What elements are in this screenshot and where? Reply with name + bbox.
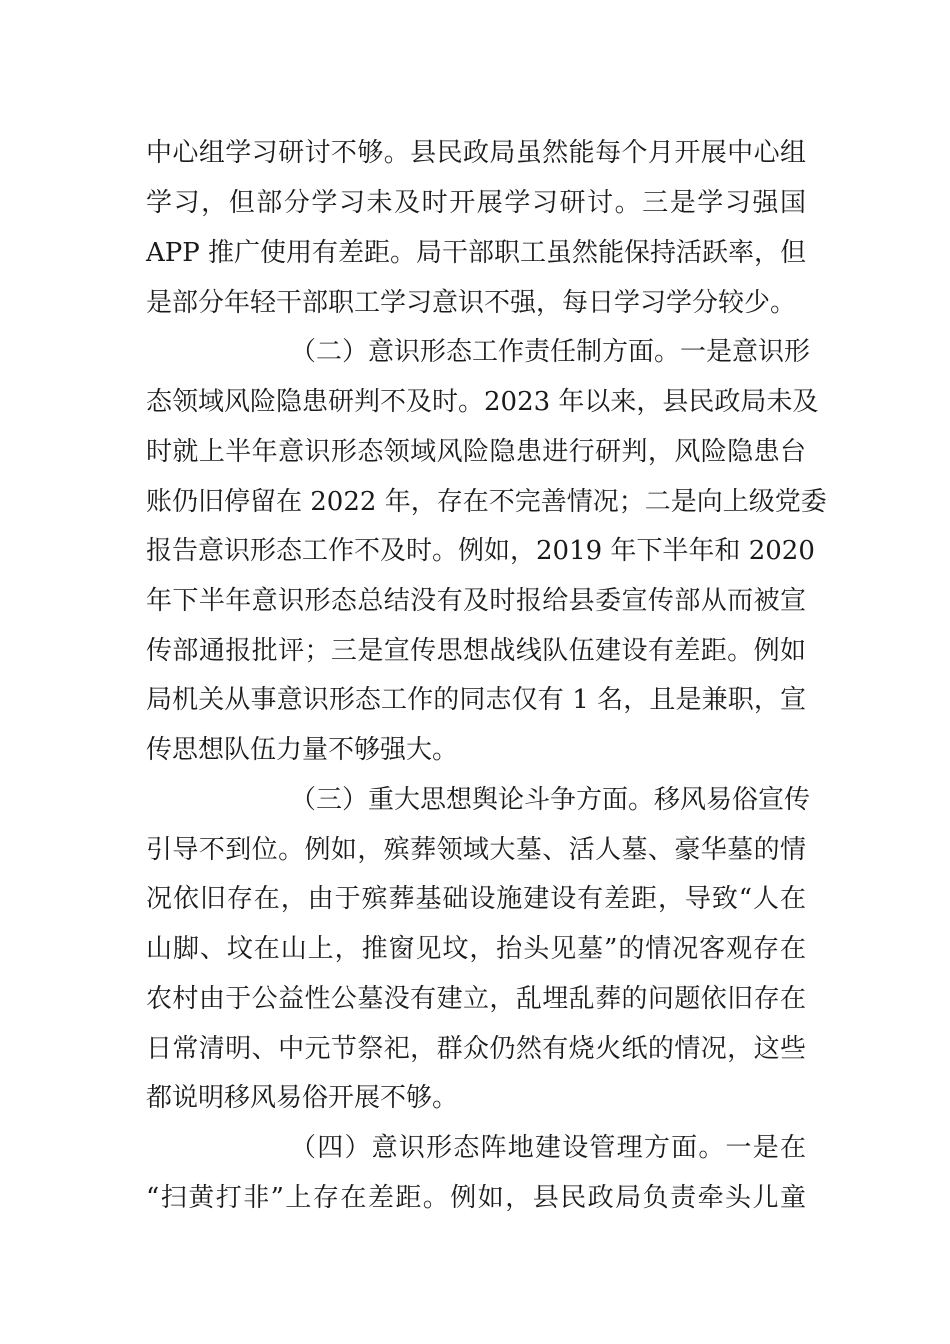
section-heading-line: （四）意识形态阵地建设管理方面。一是在 — [290, 1133, 806, 1163]
text-line: 中心组学习研讨不够。县民政局虽然能每个月开展中心组 — [146, 138, 806, 168]
text-line: 日常清明、中元节祭祀，群众仍然有烧火纸的情况，这些 — [146, 1034, 806, 1064]
text-line: 传部通报批评；三是宣传思想战线队伍建设有差距。例如 — [146, 636, 806, 666]
text-line: APP 推广使用有差距。局干部职工虽然能保持活跃率，但 — [146, 238, 807, 268]
text-line: 态领域风险隐患研判不及时。2023 年以来，县民政局未及 — [146, 387, 819, 417]
text-line: 时就上半年意识形态领域风险隐患进行研判，风险隐患台 — [146, 437, 806, 467]
text-line: 年下半年意识形态总结没有及时报给县委宣传部从而被宣 — [146, 586, 806, 616]
text-line: 报告意识形态工作不及时。例如，2019 年下半年和 2020 — [146, 536, 815, 566]
text-line: 引导不到位。例如，殡葬领域大墓、活人墓、豪华墓的情 — [146, 835, 806, 865]
text-line: 农村由于公益性公墓没有建立，乱埋乱葬的问题依旧存在 — [146, 984, 806, 1014]
text-line: 是部分年轻干部职工学习意识不强，每日学习学分较少。 — [146, 288, 797, 318]
text-line: 账仍旧停留在 2022 年，存在不完善情况；二是向上级党委 — [146, 487, 827, 517]
text-line: 山脚、坟在山上，推窗见坟，抬头见墓”的情况客观存在 — [146, 934, 806, 964]
text-line: “扫黄打非”上存在差距。例如，县民政局负责牵头儿童 — [146, 1183, 806, 1213]
text-line: 况依旧存在，由于殡葬基础设施建设有差距，导致“人在 — [146, 884, 806, 914]
text-line: 传思想队伍力量不够强大。 — [146, 735, 459, 765]
section-heading-line: （三）重大思想舆论斗争方面。移风易俗宣传 — [290, 785, 811, 815]
text-line: 学习，但部分学习未及时开展学习研讨。三是学习强国 — [146, 188, 806, 218]
text-line: 都说明移风易俗开展不够。 — [146, 1083, 459, 1113]
text-line: 局机关从事意识形态工作的同志仅有 1 名，且是兼职，宣 — [146, 685, 806, 715]
section-heading-line: （二）意识形态工作责任制方面。一是意识形 — [290, 337, 811, 367]
